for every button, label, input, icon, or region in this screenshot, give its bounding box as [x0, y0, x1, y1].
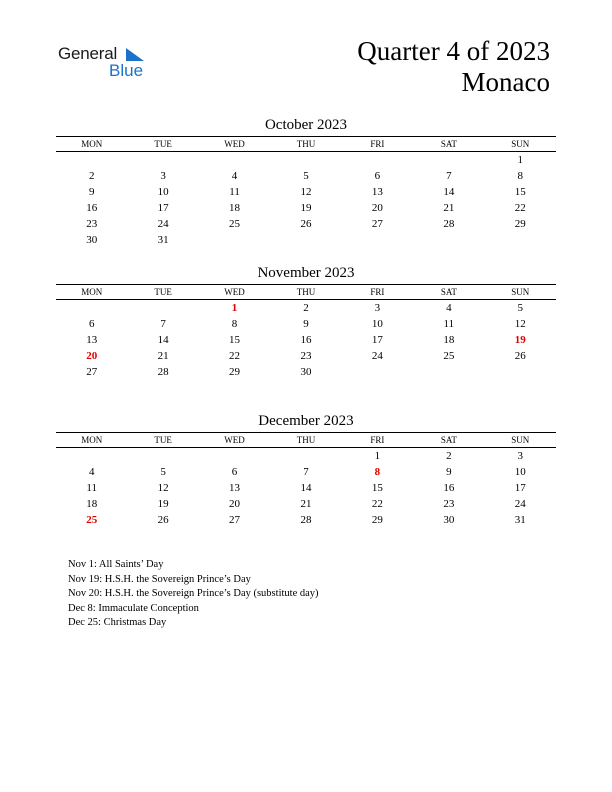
weekday-label: TUE — [154, 287, 172, 297]
holiday-day-cell: 1 — [231, 302, 238, 314]
weekday-label: SUN — [511, 435, 530, 445]
day-cell — [270, 152, 341, 168]
day-cell: 3 — [160, 170, 166, 182]
holiday-note: Dec 8: Immaculate Conception — [68, 602, 199, 614]
day-cell: 12 — [514, 318, 526, 330]
day-cell: 1 — [374, 450, 381, 462]
weekday-label: MON — [81, 435, 103, 445]
day-cell — [199, 232, 270, 248]
day-cell: 3 — [374, 302, 381, 314]
month-title: December 2023 — [258, 413, 354, 429]
day-cell: 6 — [231, 466, 238, 478]
day-cell: 14 — [300, 482, 312, 494]
day-cell: 7 — [303, 466, 309, 478]
day-cell: 13 — [229, 482, 241, 494]
day-cell — [127, 448, 198, 464]
day-cell: 21 — [443, 202, 455, 214]
day-cell: 31 — [157, 234, 169, 246]
weekday-header-row — [56, 137, 556, 152]
week-row — [56, 464, 556, 480]
day-cell: 4 — [446, 302, 452, 314]
day-cell: 31 — [514, 514, 526, 526]
week-row — [56, 448, 556, 464]
week-row — [56, 168, 556, 184]
day-cell: 20 — [371, 202, 383, 214]
holiday-notes — [68, 558, 319, 631]
day-cell: 15 — [371, 482, 383, 494]
week-row — [56, 332, 556, 348]
day-cell: 30 — [300, 366, 312, 378]
day-cell: 29 — [229, 366, 241, 378]
day-cell: 11 — [229, 186, 240, 198]
week-row — [56, 152, 556, 168]
week-row — [56, 496, 556, 512]
day-cell — [413, 152, 484, 168]
day-cell: 4 — [231, 170, 238, 182]
day-cell: 28 — [157, 366, 169, 378]
weekday-label: WED — [224, 287, 245, 297]
day-cell: 8 — [517, 170, 523, 182]
day-cell: 10 — [371, 318, 383, 330]
day-cell — [485, 232, 556, 248]
week-row — [56, 216, 556, 232]
weekday-label: WED — [224, 435, 245, 445]
page-title — [357, 36, 550, 98]
day-cell: 4 — [88, 466, 95, 478]
weekday-label: WED — [224, 139, 245, 149]
weekday-label: MON — [81, 139, 103, 149]
weekday-label: FRI — [370, 287, 385, 297]
day-cell — [56, 300, 127, 316]
week-row — [56, 232, 556, 248]
weekday-label: SUN — [511, 139, 530, 149]
day-cell — [270, 448, 341, 464]
country-title: Monaco — [461, 67, 550, 97]
day-cell: 9 — [446, 466, 452, 478]
day-cell: 11 — [86, 482, 97, 494]
month-title: November 2023 — [257, 265, 355, 281]
week-row — [56, 348, 556, 364]
day-cell — [413, 232, 484, 248]
day-cell: 26 — [514, 350, 526, 362]
day-cell: 12 — [300, 186, 312, 198]
weekday-label: TUE — [154, 139, 172, 149]
week-row — [56, 480, 556, 496]
weekday-label: MON — [81, 287, 103, 297]
day-cell: 24 — [157, 218, 169, 230]
day-cell: 7 — [160, 318, 166, 330]
week-row — [56, 364, 556, 380]
weekday-label: SAT — [440, 435, 457, 445]
day-cell: 15 — [229, 334, 241, 346]
day-cell: 30 — [86, 234, 98, 246]
generalblue-logo — [58, 44, 158, 84]
day-cell: 2 — [303, 302, 309, 314]
day-cell: 17 — [514, 482, 526, 494]
day-cell: 6 — [88, 318, 95, 330]
weekday-header-row — [56, 433, 556, 448]
day-cell: 24 — [371, 350, 383, 362]
day-cell: 18 — [443, 334, 455, 346]
holiday-note: Nov 19: H.S.H. the Sovereign Prince’s Day — [68, 573, 251, 585]
day-cell: 22 — [514, 202, 526, 214]
day-cell: 14 — [443, 186, 455, 198]
holiday-note: Dec 25: Christmas Day — [68, 617, 167, 628]
day-cell: 21 — [300, 498, 312, 510]
day-cell: 25 — [229, 218, 241, 230]
day-cell: 18 — [86, 498, 98, 510]
day-cell: 22 — [371, 498, 383, 510]
holiday-day-cell: 19 — [514, 334, 526, 346]
day-cell: 29 — [371, 514, 383, 526]
day-cell: 20 — [229, 498, 241, 510]
day-cell: 28 — [443, 218, 455, 230]
weekday-header-row — [56, 285, 556, 300]
day-cell: 19 — [157, 498, 169, 510]
week-row — [56, 200, 556, 216]
week-row — [56, 512, 556, 528]
weekday-label: THU — [296, 287, 316, 297]
logo-text-blue: Blue — [109, 61, 144, 80]
weekday-label: SAT — [440, 139, 457, 149]
day-cell: 27 — [229, 514, 241, 526]
day-cell: 5 — [517, 302, 523, 314]
day-cell: 2 — [446, 450, 452, 462]
day-cell: 9 — [303, 318, 309, 330]
day-cell: 17 — [371, 334, 383, 346]
day-cell: 16 — [300, 334, 312, 346]
month-title: October 2023 — [264, 117, 348, 133]
month-november — [56, 264, 556, 380]
week-row — [56, 300, 556, 316]
weekday-label: THU — [296, 435, 316, 445]
weekday-label: THU — [296, 139, 316, 149]
day-cell: 12 — [157, 482, 169, 494]
day-cell: 10 — [157, 186, 169, 198]
quarter-title: Quarter 4 of 2023 — [357, 36, 550, 66]
day-cell: 30 — [443, 514, 455, 526]
day-cell: 8 — [231, 318, 238, 330]
month-december — [56, 412, 556, 528]
week-row — [56, 184, 556, 200]
day-cell: 16 — [443, 482, 455, 494]
day-cell — [56, 448, 127, 464]
day-cell: 22 — [229, 350, 241, 362]
day-cell: 2 — [88, 170, 95, 182]
day-cell: 5 — [303, 170, 309, 182]
month-october — [56, 116, 556, 248]
day-cell — [485, 364, 556, 380]
day-cell: 28 — [300, 514, 312, 526]
day-cell — [413, 364, 484, 380]
day-cell — [199, 448, 270, 464]
day-cell: 23 — [86, 218, 98, 230]
day-cell: 26 — [300, 218, 312, 230]
holiday-note: Nov 1: All Saints’ Day — [68, 559, 164, 570]
day-cell: 27 — [371, 218, 383, 230]
weekday-label: SUN — [511, 287, 530, 297]
day-cell: 5 — [160, 466, 166, 478]
day-cell: 13 — [86, 334, 98, 346]
day-cell: 29 — [514, 218, 526, 230]
day-cell — [199, 152, 270, 168]
holiday-day-cell: 8 — [374, 466, 381, 478]
holiday-day-cell: 20 — [86, 350, 98, 362]
day-cell — [270, 232, 341, 248]
day-cell: 21 — [157, 350, 169, 362]
holiday-note: Nov 20: H.S.H. the Sovereign Prince’s Day (substitute day) — [68, 588, 319, 599]
day-cell: 23 — [300, 350, 312, 362]
weekday-label: TUE — [154, 435, 172, 445]
day-cell: 6 — [374, 170, 381, 182]
day-cell: 1 — [517, 154, 523, 166]
day-cell: 18 — [229, 202, 241, 214]
day-cell: 27 — [86, 366, 98, 378]
day-cell: 19 — [300, 202, 312, 214]
day-cell: 26 — [157, 514, 169, 526]
day-cell: 15 — [514, 186, 526, 198]
day-cell — [127, 152, 198, 168]
day-cell: 14 — [157, 334, 169, 346]
day-cell — [342, 152, 413, 168]
day-cell: 7 — [446, 170, 452, 182]
week-row — [56, 316, 556, 332]
day-cell — [56, 152, 127, 168]
day-cell: 25 — [443, 350, 455, 362]
day-cell: 11 — [443, 318, 455, 330]
day-cell — [127, 300, 198, 316]
day-cell: 23 — [443, 498, 455, 510]
day-cell: 24 — [514, 498, 526, 510]
day-cell: 9 — [88, 186, 95, 198]
day-cell: 13 — [371, 186, 383, 198]
day-cell — [342, 364, 413, 380]
day-cell — [342, 232, 413, 248]
day-cell: 17 — [157, 202, 169, 214]
day-cell: 16 — [86, 202, 98, 214]
weekday-label: FRI — [370, 435, 385, 445]
day-cell: 3 — [517, 450, 523, 462]
logo-triangle-icon — [126, 48, 146, 62]
logo-text-general: General — [58, 44, 118, 63]
day-cell: 10 — [514, 466, 526, 478]
holiday-day-cell: 25 — [86, 514, 98, 526]
weekday-label: SAT — [440, 287, 457, 297]
weekday-label: FRI — [370, 139, 385, 149]
